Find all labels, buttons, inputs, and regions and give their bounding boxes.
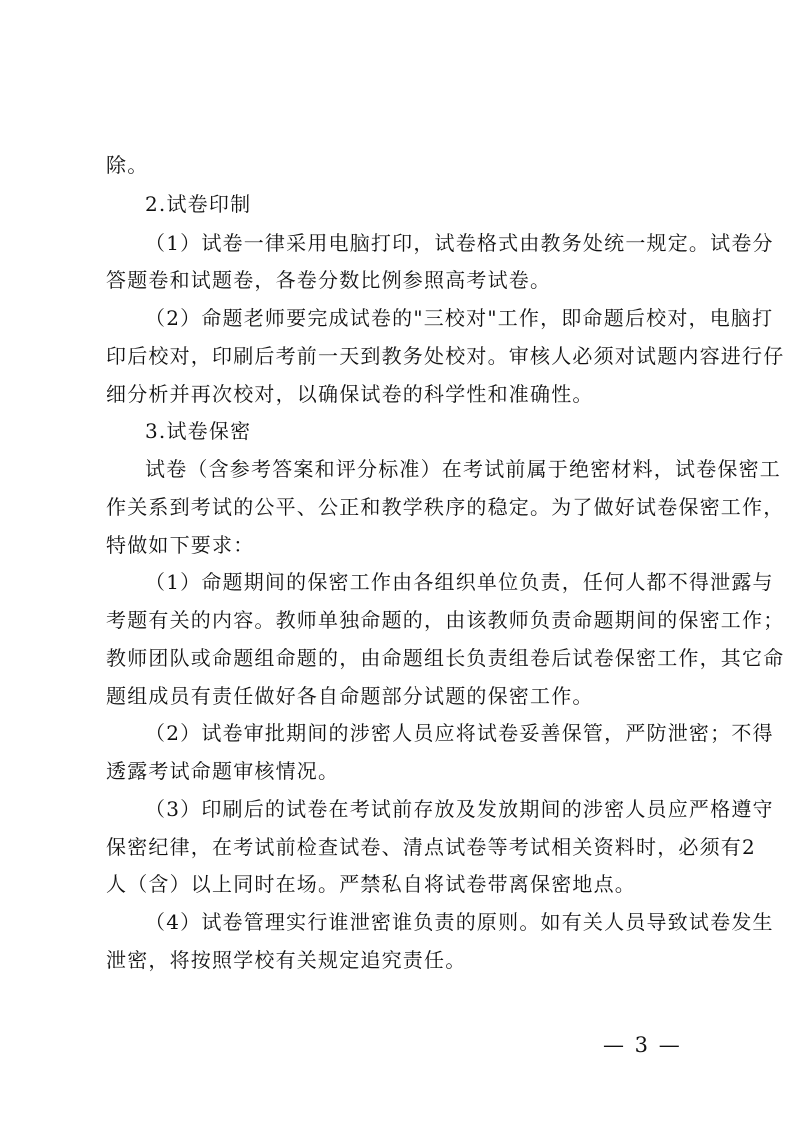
text-line: 保密纪律，在考试前检查试卷、清点试卷等考试相关资料时，必须有2 (106, 835, 756, 859)
text-line: 试卷（含参考答案和评分标准）在考试前属于绝密材料，试卷保密工 (145, 457, 781, 481)
text-line: 教师团队或命题组命题的，由命题组长负责组卷后试卷保密工作，其它命 (106, 646, 785, 670)
section-heading: 3.试卷保密 (145, 419, 252, 443)
text-line: 作关系到考试的公平、公正和教学秩序的稳定。为了做好试卷保密工作， (106, 495, 785, 519)
text-line: 印后校对，印刷后考前一天到教务处校对。审核人必须对试题内容进行仔 (106, 344, 785, 368)
text-line: （3）印刷后的试卷在考试前存放及发放期间的涉密人员应严格遵守 (145, 797, 774, 821)
text-line: （4）试卷管理实行谁泄密谁负责的原则。如有关人员导致试卷发生 (145, 910, 774, 934)
section-heading: 2.试卷印制 (145, 192, 252, 216)
text-line: （1）命题期间的保密工作由各组织单位负责，任何人都不得泄露与 (145, 570, 774, 594)
text-line: 题组成员有责任做好各自命题部分试题的保密工作。 (106, 684, 594, 708)
text-line: 人（含）以上同时在场。严禁私自将试卷带离保密地点。 (106, 872, 636, 896)
text-line: 泄密，将按照学校有关规定追究责任。 (106, 948, 467, 972)
text-line: （2）命题老师要完成试卷的"三校对"工作，即命题后校对，电脑打 (145, 306, 774, 330)
page-number: — 3 — (603, 1033, 682, 1057)
text-line: （2）试卷审批期间的涉密人员应将试卷妥善保管，严防泄密；不得 (145, 721, 774, 745)
text-line: 细分析并再次校对，以确保试卷的科学性和准确性。 (106, 382, 594, 406)
text-line: 特做如下要求： (106, 533, 255, 557)
text-line: 除。 (106, 153, 149, 177)
text-line: 答题卷和试题卷，各卷分数比例参照高考试卷。 (106, 268, 552, 292)
text-line: 透露考试命题审核情况。 (106, 759, 340, 783)
text-line: 考题有关的内容。教师单独命题的，由该教师负责命题期间的保密工作； (106, 608, 785, 632)
text-line: （1）试卷一律采用电脑打印，试卷格式由教务处统一规定。试卷分 (145, 231, 774, 255)
